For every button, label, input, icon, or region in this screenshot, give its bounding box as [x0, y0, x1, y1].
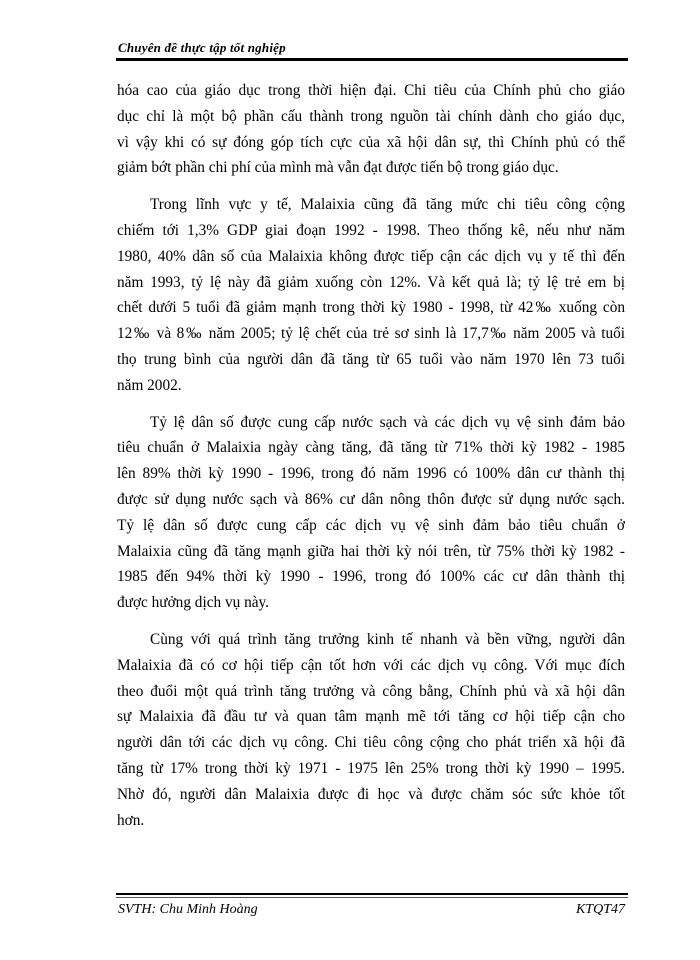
text-line: Trong lĩnh vực y tế, Malaixia cũng đã tăng mức chi tiêu công cộng: [150, 196, 625, 214]
text-line: năm 1993, tỷ lệ này đã giảm xuống còn 12%. Và kết quả là; tỷ lệ trẻ em bị: [117, 273, 625, 291]
text-line: lên 89% thời kỳ 1990 - 1996, trong đó năm 1996 có 100% dân cư thành thị: [117, 465, 625, 483]
text-line: chết dưới 5 tuổi đã giảm mạnh trong thời kỳ 1980 - 1998, từ 42‰ xuống còn: [117, 299, 625, 317]
text-line: người dân tới các dịch vụ công. Chi tiêu công cộng cho phát triển xã hội đã: [117, 734, 625, 752]
paragraph-4: [117, 627, 625, 833]
paragraph-1: [117, 78, 625, 181]
footer-rule-thin: [116, 897, 628, 898]
header-title: Chuyên đề thực tập tốt nghiệp: [118, 40, 286, 55]
text-line: tăng từ 17% trong thời kỳ 1971 - 1975 lên 25% trong thời kỳ 1990 – 1995.: [117, 759, 625, 777]
text-line: Malaixia cũng đã tăng mạnh giữa hai thời kỳ nói trên, từ 75% thời kỳ 1982 -: [117, 542, 625, 560]
text-line: được hưởng dịch vụ này.: [117, 594, 269, 612]
paragraph-3: [117, 410, 625, 616]
footer-author: SVTH: Chu Minh Hoàng: [118, 902, 258, 917]
text-line: Cùng với quá trình tăng trưởng kinh tế nhanh và bền vững, người dân: [150, 630, 625, 648]
text-line: Tỷ lệ dân số được cung cấp các dịch vụ vệ sinh đảm bảo tiêu chuẩn ở: [117, 516, 625, 534]
text-line: 1980, 40% dân số của Malaixia không được tiếp cận các dịch vụ y tế thì đến: [117, 247, 625, 265]
text-line: thọ trung bình của người dân đã tăng từ 65 tuổi vào năm 1970 lên 73 tuổi: [117, 350, 625, 368]
text-line: giảm bớt phần chi phí của mình mà vẫn đạt được tiến bộ trong giáo dục.: [117, 159, 559, 177]
text-line: hóa cao của giáo dục trong thời hiện đại. Chi tiêu của Chính phủ cho giáo: [117, 82, 625, 99]
text-line: năm 2002.: [117, 376, 182, 394]
text-line: 12‰ và 8‰ năm 2005; tỷ lệ chết của trẻ sơ sinh là 17,7‰ năm 2005 và tuổi: [117, 325, 625, 343]
text-line: dục chỉ là một bộ phần cấu thành trong nguồn tài chính dành cho giáo dục,: [117, 107, 625, 125]
header-rule: [116, 58, 628, 61]
footer-class-code: KTQT47: [575, 902, 625, 917]
paragraph-2: [117, 192, 625, 398]
text-line: Nhờ đó, người dân Malaixia được đi học và được chăm sóc sức khỏe tốt: [117, 785, 625, 803]
text-line: tiêu chuẩn ở Malaixia ngày càng tăng, đã tăng từ 71% thời kỳ 1982 - 1985: [117, 439, 625, 457]
footer-rule: [116, 893, 628, 895]
text-line: Tỷ lệ dân số được cung cấp nước sạch và các dịch vụ vệ sinh đảm bảo: [150, 413, 625, 431]
text-line: theo đuổi một quá trình tăng trưởng và công bằng, Chính phủ và xã hội dân: [117, 682, 625, 700]
text-line: chiếm tới 1,3% GDP giai đoạn 1992 - 1998. Theo thống kê, nếu như năm: [117, 221, 625, 239]
text-line: 1985 đến 94% thời kỳ 1990 - 1996, trong đó 100% các cư dân thành thị: [117, 568, 625, 586]
text-line: vì vậy khi có sự đóng góp tích cực của xã hội dân sự, thì Chính phủ có thể: [117, 133, 625, 151]
text-line: được sử dụng nước sạch và 86% cư dân nông thôn được sử dụng nước sạch.: [117, 490, 625, 508]
body-text: [117, 78, 625, 833]
text-line: sự Malaixia đã đầu tư và quan tâm mạnh mẽ tới tăng cơ hội tiếp cận cho: [117, 708, 625, 726]
text-line: hơn.: [117, 811, 145, 829]
text-line: Malaixia đã có cơ hội tiếp cận tốt hơn với các dịch vụ công. Với mục đích: [117, 656, 625, 674]
